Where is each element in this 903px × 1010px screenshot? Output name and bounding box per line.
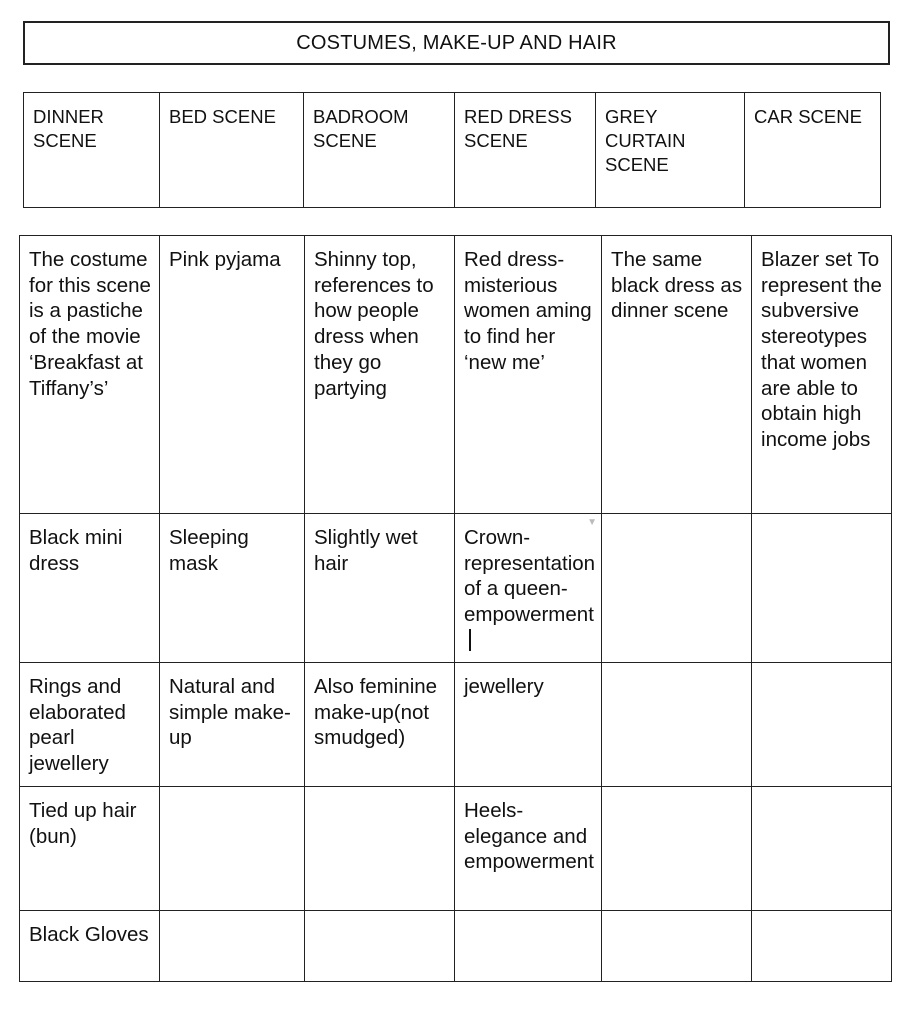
table-cell[interactable] (752, 911, 892, 982)
table-cell[interactable] (455, 911, 602, 982)
active-table-cell[interactable] (455, 514, 602, 663)
table-row (20, 911, 892, 982)
table-cell[interactable]: Shinny top, references to how people dress when they go partying (305, 236, 455, 514)
table-cell[interactable]: jewellery (455, 663, 602, 787)
table-cell[interactable] (305, 911, 455, 982)
table-cell[interactable] (752, 787, 892, 911)
active-cell-text: Crown-representation of a queen-empowerment (464, 526, 596, 627)
table-cell[interactable]: Rings and elaborated pearl jewellery (20, 663, 160, 787)
text-cursor (469, 629, 471, 651)
table-cell[interactable] (752, 663, 892, 787)
table-cell[interactable]: Tied up hair (bun) (20, 787, 160, 911)
table-cell[interactable] (602, 514, 752, 663)
table-cell[interactable]: Sleeping mask (160, 514, 305, 663)
table-cell[interactable]: Slightly wet hair (305, 514, 455, 663)
table-cell[interactable]: Heels-elegance and empowerment (455, 787, 602, 911)
document-title: COSTUMES, MAKE-UP AND HAIR (23, 21, 890, 65)
table-cell[interactable]: The costume for this scene is a pastiche of the movie ‘Breakfast at Tiffany’s’ (20, 236, 160, 514)
table-cell[interactable] (602, 663, 752, 787)
table-cell[interactable] (602, 787, 752, 911)
table-cell[interactable]: Red dress-misterious women aming to find her ‘new me’ (455, 236, 602, 514)
header-cell-dinner-scene[interactable]: DINNER SCENE (24, 93, 160, 208)
scene-header-row (24, 93, 881, 208)
table-cell[interactable]: Also feminine make-up(not smudged) (305, 663, 455, 787)
table-row (20, 236, 892, 514)
header-cell-car-scene[interactable]: CAR SCENE (745, 93, 881, 208)
header-cell-red-dress-scene[interactable]: RED DRESS SCENE (455, 93, 596, 208)
table-cell[interactable]: Blazer set To represent the subversive stereotypes that women are able to obtain high income jobs (752, 236, 892, 514)
table-cell[interactable]: Black mini dress (20, 514, 160, 663)
table-cell[interactable]: Natural and simple make-up (160, 663, 305, 787)
table-cell[interactable] (160, 787, 305, 911)
chevron-down-icon[interactable]: ▼ (587, 517, 597, 528)
header-cell-grey-curtain-scene[interactable]: GREY CURTAIN SCENE (596, 93, 745, 208)
scene-header-table (23, 92, 881, 208)
header-cell-badroom-scene[interactable]: BADROOM SCENE (304, 93, 455, 208)
table-cell[interactable]: The same black dress as dinner scene (602, 236, 752, 514)
table-cell[interactable] (305, 787, 455, 911)
table-cell[interactable] (602, 911, 752, 982)
costume-details-table (19, 235, 892, 982)
table-cell[interactable] (160, 911, 305, 982)
header-cell-bed-scene[interactable]: BED SCENE (160, 93, 304, 208)
table-row (20, 663, 892, 787)
table-row (20, 514, 892, 663)
table-row (20, 787, 892, 911)
table-cell[interactable]: Pink pyjama (160, 236, 305, 514)
table-cell[interactable]: Black Gloves (20, 911, 160, 982)
table-cell[interactable] (752, 514, 892, 663)
